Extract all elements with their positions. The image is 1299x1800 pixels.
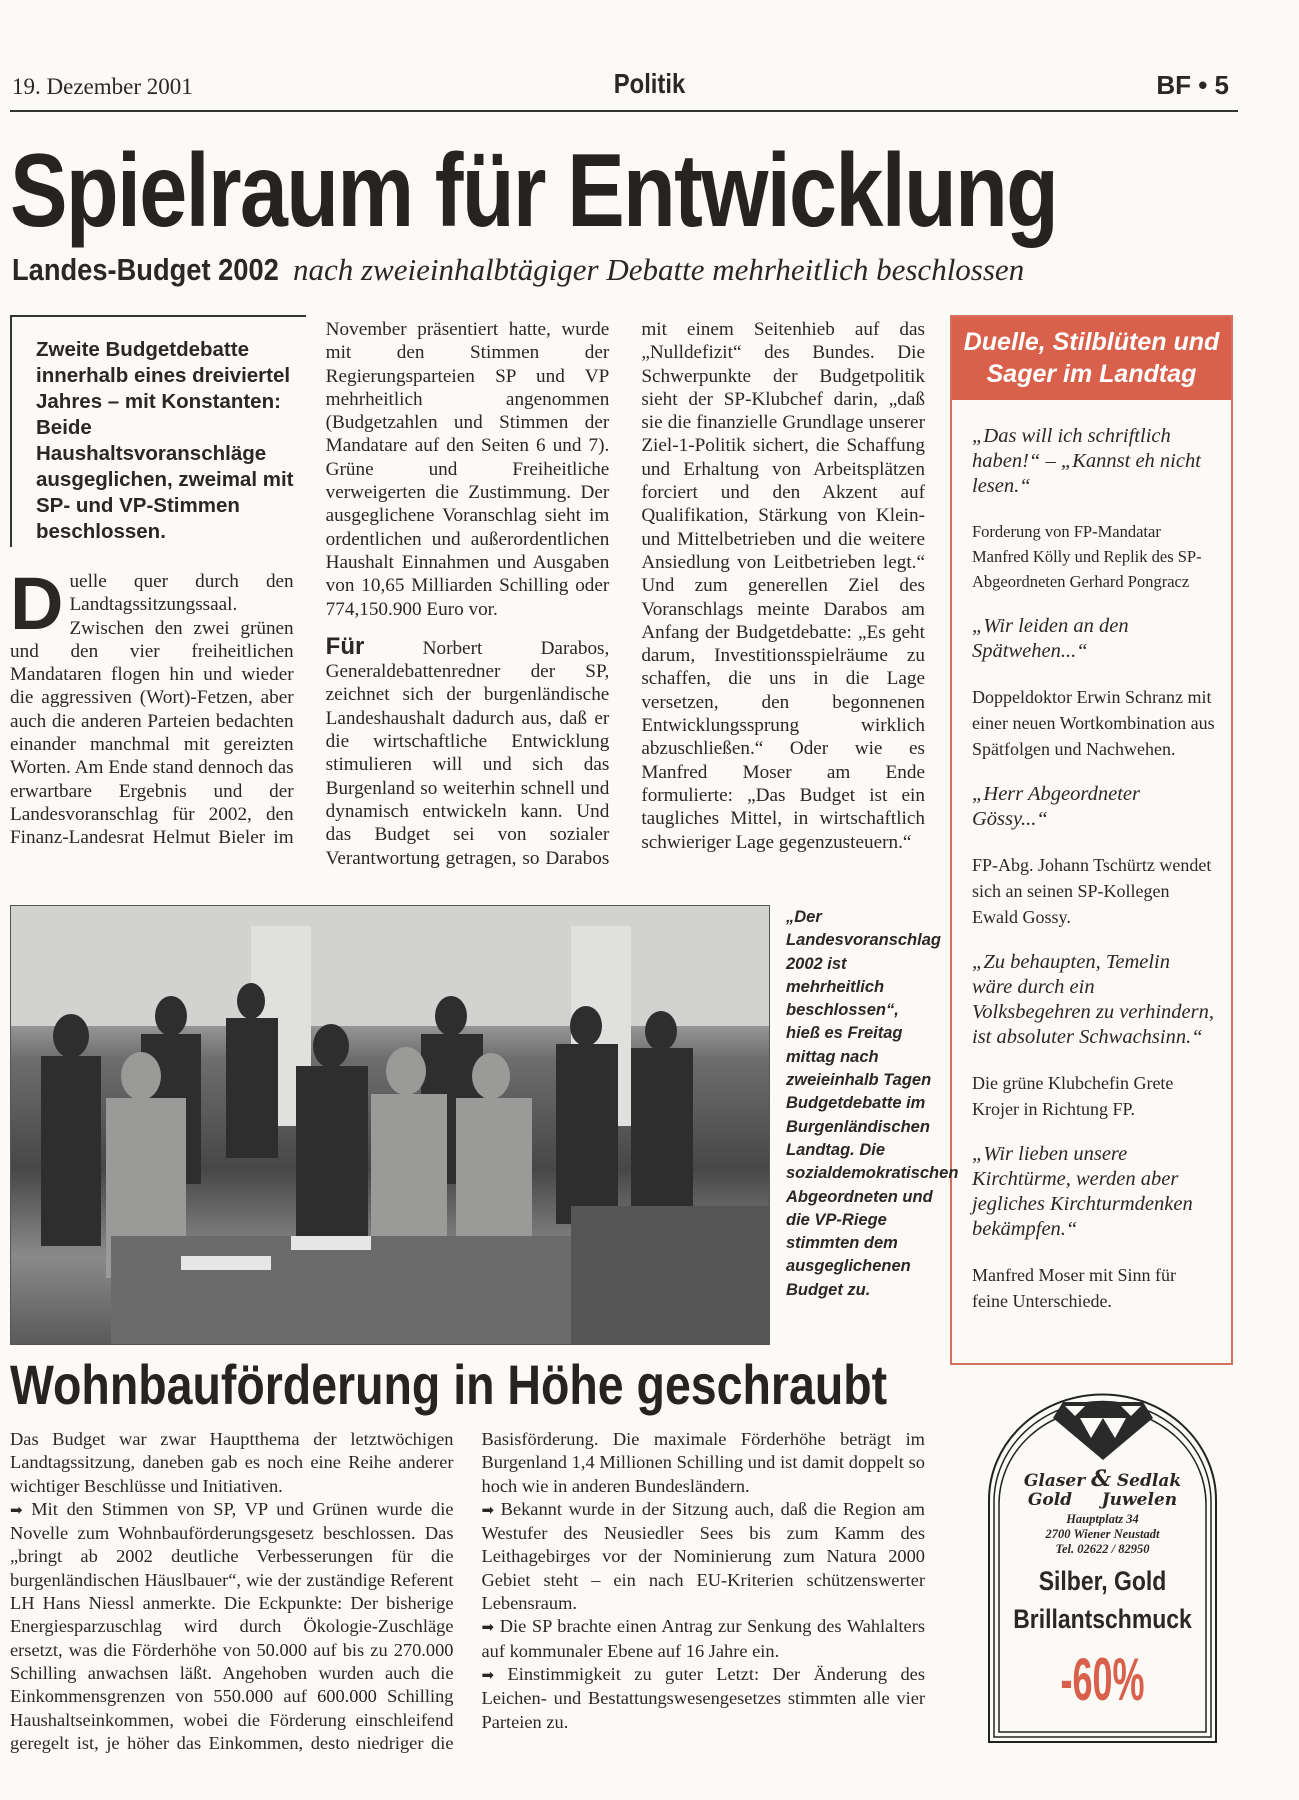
- bullet-text: Einstimmigkeit zu guter Letzt: Der Änderung des Leichen- und Bestattungswesengesetzes stimmten alle vier Parteien zu.: [481, 1663, 925, 1732]
- paragraph-2-text: Norbert Darabos, Generaldebattenredner der SP, zeichnet sich der burgenländische Landeshaushalt dadurch aus, daß er die wirtschaftliche Entwicklung stimulieren will und sich das Burgenland so weiterhin schnell und dynamisch entwickeln kann. Und das Budget sei von sozialer Verantwortung getragen, so Darabos mit einem Seitenhieb auf das „Nulldefizit“ des Bundes. Die Schwerpunkte der Budgetpolitik sieht der SP-Klubchef darin, „daß sie die finanzielle Grundlage unserer Ziel-1-Politik sichert, die Schaffung und Erhaltung von Arbeitsplätzen forciert und den Akzent auf Qualifikation, Stärkung von Klein- und Mittelbetrieben und die weitere Ansiedlung von Leitbetrieben legt.“ Und zum generellen Ziel des Voranschlags meinte Darabos am Anfang der Budgetdebatte: „Es geht darum, Investitionsspielräume zu schaffen, die uns in die Lage versetzen, den begonnenen Entwicklungssprung wirklich abzuschließen.“ Oder wie es Manfred Moser am Ende formulierte: „Das Budget ist ein taugliches Mittel, in wirtschaftlich schwieriger Lage gegenzusteuern.“: [325, 319, 925, 869]
- article2-headline: Wohnbauförderung in Höhe geschraubt: [10, 1353, 888, 1416]
- diamond-icon: [1053, 1402, 1153, 1460]
- ad-street: Hauptplatz 34: [1066, 1512, 1139, 1526]
- sidebar-attribution: Die grüne Klubchefin Grete Krojer in Richtung FP.: [972, 1073, 1174, 1119]
- subheadline-italic: nach zweieinhalbtägiger Debatte mehrheitlich beschlossen: [292, 252, 1025, 287]
- ad-logo: [985, 1466, 1220, 1510]
- jeweller-advertisement: [985, 1390, 1220, 1745]
- sidebar-quote: „Wir lieben unsere Kirchtürme, werden aber jegliches Kirchturmdenken bekämpfen.“: [972, 1143, 1193, 1240]
- ad-name2: Sedlak: [1116, 1471, 1182, 1491]
- arrow-right-icon: ➡: [481, 1500, 495, 1519]
- parliament-photo: [10, 905, 770, 1345]
- ad-offer: [1003, 1562, 1203, 1638]
- subheadline: [12, 252, 1024, 288]
- bullet-text: Bekannt wurde in der Sitzung auch, daß die Region am Westufer des Neusiedler Sees bis zum Kamm des Leithagebirges vor der Nominierung zum Natura 2000 Gebiet steht – ein nach EU-Kriterien schützenswerter Lebensraum.: [481, 1498, 925, 1614]
- ad-ampersand: &: [1091, 1466, 1111, 1492]
- header-rule: [10, 110, 1238, 112]
- sidebar-attribution: Manfred Moser mit Sinn für feine Unterschiede.: [972, 1265, 1176, 1311]
- quotes-sidebar: [950, 315, 1233, 1365]
- drop-cap: D: [10, 562, 64, 645]
- intro-box: Zweite Budgetdebatte innerhalb eines dreiviertel Jahres – mit Konstanten: Beide Haushaltsvoranschläge ausgeglichen, zweimal mit SP- und VP-Stimmen beschlossen.: [10, 315, 306, 547]
- ad-line2: Brillantschmuck: [1013, 1604, 1192, 1634]
- page-number: BF • 5: [1156, 70, 1229, 100]
- sidebar-quote: „Herr Abgeordneter Gössy...“: [972, 783, 1140, 830]
- article-body: [10, 318, 925, 878]
- arrow-right-icon: ➡: [481, 1665, 495, 1684]
- bullet-text: Die SP brachte einen Antrag zur Senkung des Wahlalters auf kommunaler Ebene auf 16 Jahre ein.: [481, 1616, 925, 1661]
- ad-line1: Silber, Gold: [1038, 1566, 1167, 1596]
- sidebar-attribution: Forderung von FP-Mandatar Manfred Kölly und Replik des SP-Abgeordneten Gerhard Pongracz: [972, 522, 1202, 591]
- bullet-item: [482, 1498, 926, 1615]
- bullet-text: Mit den Stimmen von SP, VP und Grünen wurde die Novelle zum Wohnbauförderungsgesetz beschlossen. Das „bringt ab 2002 deutliche Verbesserungen für die burgenländischen Häuslbauer“, wie der zuständige Referent LH Hans Niessl anmerkte. Die Eckpunkte: Der bisherige Energiesparzuschlag wird durch Ökologie-Zuschläge ersetzt, was die Förderhöhe von 50.000 auf bis zu 270.000 Schilling anwachsen läßt. Angehoben wurden auch die Einkommensgrenzen von 550.000 auf 600.000 Schilling Haushaltseinkommen, wobei die Förderung einschleifend geregelt ist, je höher das Einkommen, desto niedriger die Basisförderung. Die maximale Förderhöhe beträgt im Burgenland 1,4 Millionen Schilling und ist damit doppelt so hoch wie in anderen Bundesländern.: [10, 1429, 925, 1753]
- bullet-item: [482, 1663, 926, 1734]
- sidebar-quote: „Das will ich schriftlich haben!“ – „Kannst eh nicht lesen.“: [972, 425, 1201, 497]
- sidebar-quote: „Wir leiden an den Spätwehen...“: [972, 615, 1129, 662]
- ad-sub2: Juwelen: [1101, 1490, 1178, 1510]
- arrow-right-icon: ➡: [481, 1618, 495, 1637]
- intro-spacer: [10, 318, 294, 570]
- ad-phone: Tel. 02622 / 82950: [1055, 1542, 1150, 1556]
- ad-sub1: Gold: [1027, 1490, 1073, 1510]
- bullet-item: [482, 1615, 926, 1663]
- sidebar-attribution: Doppeldoktor Erwin Schranz mit einer neuen Wortkombination aus Spätfolgen und Nachwehen.: [972, 687, 1215, 759]
- ad-address: [985, 1512, 1220, 1557]
- article2-intro: Das Budget war zwar Hauptthema der letztwöchigen Landtagssitzung, daneben gab es noch eine Reihe anderer wichtiger Beschlüsse und Initiativen.: [10, 1429, 454, 1496]
- section-name: Politik: [613, 68, 686, 99]
- article2-body: [10, 1428, 925, 1758]
- sidebar-quote: „Zu behaupten, Temelin wäre durch ein Volksbegehren zu verhindern, ist absoluter Schwachsinn.“: [972, 951, 1214, 1048]
- issue-date: 19. Dezember 2001: [12, 74, 193, 99]
- sidebar-title: Duelle, Stilblüten und Sager im Landtag: [952, 317, 1231, 400]
- ad-city: 2700 Wiener Neustadt: [1045, 1527, 1160, 1541]
- sidebar-attribution: FP-Abg. Johann Tschürtz wendet sich an seinen SP-Kollegen Ewald Gossy.: [972, 855, 1212, 927]
- photo-caption: „Der Landesvoranschlag 2002 ist mehrheitlich beschlossen“, hieß es Freitag mittag nach zweieinhalb Tagen Budgetdebatte im Burgenländischen Landtag. Die sozialdemokratischen Abgeordneten und die VP-Riege stimmten dem ausgeglichenen Budget zu.: [786, 908, 959, 1299]
- headline: Spielraum für Entwicklung: [10, 133, 1058, 249]
- subheadline-bold: Landes-Budget 2002: [12, 252, 279, 287]
- arrow-right-icon: ➡: [10, 1500, 23, 1519]
- ad-name1: Glaser: [1023, 1471, 1086, 1491]
- paragraph-lead: Für: [325, 632, 365, 660]
- ad-discount: -60%: [1060, 1646, 1145, 1713]
- paragraph-1: uelle quer durch den Landtagssitzungssaal. Zwischen den zwei grünen und den vier freiheitlichen Mandataren flogen hin und wieder die aggressiven (Wort)-Fetzen, aber auch die anderen Parteien bedachten einander manchmal mit gereizten Worten. Am Ende stand dennoch das erwartbare Ergebnis und der Landesvoranschlag für 2002, den Finanz-Landesrat Helmut Bieler im November präsentiert hatte, wurde mit den Stimmen der Regierungsparteien SP und VP mehrheitlich angenommen (Budgetzahlen und Stimmen der Mandatare auf den Seiten 6 und 7). Grüne und Freiheitliche verweigerten die Zustimmung. Der ausgeglichene Voranschlag sieht im ordentlichen und außerordentlichen Haushalt Einnahmen und Ausgaben von 10,65 Milliarden Schilling oder 774,150.900 Euro vor.: [10, 319, 610, 849]
- photo-illustration: [11, 906, 770, 1345]
